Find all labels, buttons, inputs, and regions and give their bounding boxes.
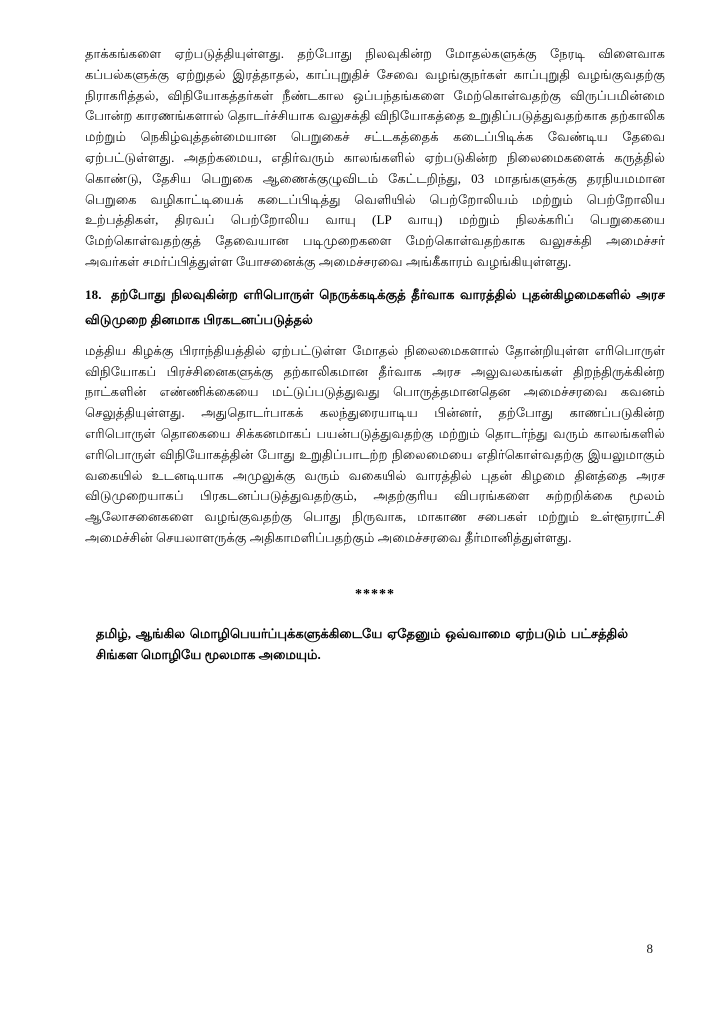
page-content bbox=[85, 44, 665, 665]
asterisk-separator: ***** bbox=[355, 586, 395, 602]
continuation-paragraph: தாக்கங்களை ஏற்படுத்தியுள்ளது. தற்போது நிலவுகின்ற மோதல்களுக்கு நேரடி விளைவாக கப்பல்களுக்கு ஏற்றுதல் இரத்தாதல், காப்புறுதிச் சேவை வழங்குநர்கள் காப்புறுதி வழங்குவதற்கு நிராகரித்தல், விநியோகத்தர்கள் நீண்டகால ஒப்பந்தங்களை மேற்கொள்வதற்கு விருப்பமின்மை போன்ற காரணங்களால் தொடர்ச்சியாக வலுசக்தி விநியோகத்தை உறுதிப்படுத்துவதற்காக தற்காலிக மற்றும் நெகிழ்வுத்தன்மையான பெறுகைச் சட்டகத்தைக் கடைப்பிடிக்க வேண்டிய தேவை ஏற்பட்டுள்ளது. அதற்கமைய, எதிர்வரும் காலங்களில் ஏற்படுகின்ற நிலைமைகளைக் கருத்தில் கொண்டு, தேசிய பெறுகை ஆணைக்குழுவிடம் கேட்டறிந்து, 03 மாதங்களுக்கு தரநியமமான பெறுகை வழிகாட்டியைக் கடைப்பிடித்து வெளியில் பெற்றோலியம் மற்றும் பெற்றோலிய உற்பத்திகள், திரவப் பெற்றோலிய வாயு (LP வாயு) மற்றும் நிலக்கரிப் பெறுகையை மேற்கொள்வதற்குத் தேவையான படிமுறைகளை மேற்கொள்வதற்காக வலுசக்தி அமைச்சர் அவர்கள் சமர்ப்பித்துள்ள யோசனைக்கு அமைச்சரவை அங்கீகாரம் வழங்கியுள்ளது. bbox=[85, 46, 665, 269]
section-number: 18. bbox=[85, 286, 102, 302]
section-heading bbox=[85, 282, 665, 332]
page-number: 8 bbox=[646, 941, 653, 956]
section-body-paragraph: மத்திய கிழக்கு பிராந்தியத்தில் ஏற்பட்டுள்ள மோதல் நிலைமைகளால் தோன்றியுள்ள எரிபொருள் விநியோகப் பிரச்சினைகளுக்கு தற்காலிகமான தீர்வாக அரச அலுவலகங்கள் திறந்திருக்கின்ற நாட்களின் எண்ணிக்கையை மட்டுப்படுத்துவது பொருத்தமானதென அமைச்சரவை கவனம் செலுத்தியுள்ளது. அதுதொடர்பாகக் கலந்துரையாடிய பின்னர், தற்போது காணப்படுகின்ற எரிபொருள் தொகையை சிக்கனமாகப் பயன்படுத்துவதற்கு மற்றும் தொடர்ந்து வரும் காலங்களில் எரிபொருள் விநியோகத்தின் போது உறுதிப்பாடற்ற நிலைமையை எதிர்கொள்வதற்கு இயலுமாகும் வகையில் உடனடியாக அமுலுக்கு வரும் வகையில் வாரத்தில் புதன் கிழமை தினத்தை அரச விடுமுறையாகப் பிரகடனப்படுத்துவதற்கும், அதற்குரிய விபரங்களை சுற்றறிக்கை மூலம் ஆலோசனைகளை வழங்குவதற்கு பொது நிருவாக, மாகாண சபைகள் மற்றும் உள்ளூராட்சி அமைச்சின் செயலாளருக்கு அதிகாமளிப்பதற்கும் அமைச்சரவை தீர்மானித்துள்ளது. bbox=[85, 342, 665, 545]
section-title: தற்போது நிலவுகின்ற எரிபொருள் நெருக்கடிக்குத் தீர்வாக வாரத்தில் புதன்கிழமைகளில் அரச விடுமுறை தினமாக பிரகடனப்படுத்தல் bbox=[85, 286, 665, 327]
language-disclaimer-note: தமிழ், ஆங்கில மொழிபெயர்ப்புக்களுக்கிடையே ஏதேனும் ஒவ்வாமை ஏற்படும் பட்சத்தில் சிங்கள மொழியே மூலமாக அமையும். bbox=[96, 625, 628, 662]
